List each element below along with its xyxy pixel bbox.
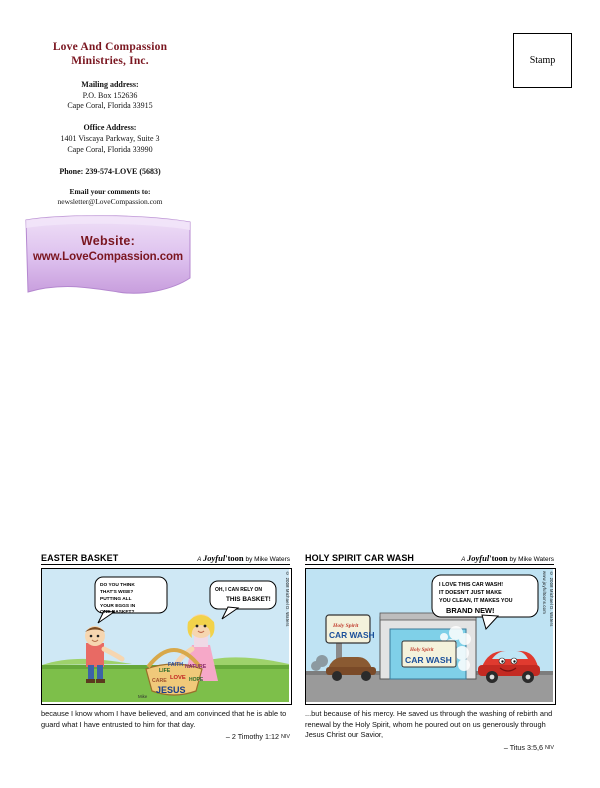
svg-text:JESUS: JESUS (156, 685, 186, 695)
brand-toon: 'toon (225, 553, 244, 563)
svg-text:IT DOESN'T JUST MAKE: IT DOESN'T JUST MAKE (439, 590, 502, 596)
comic-artwork (41, 568, 292, 705)
comic-title: HOLY SPIRIT CAR WASH (305, 553, 415, 563)
brand-article: A (461, 557, 466, 563)
website-label: Website: (80, 234, 136, 248)
easter-basket-artwork (42, 569, 289, 702)
svg-text:THAT'S WISE?: THAT'S WISE? (100, 590, 134, 595)
mailing-address-label: Mailing address: (81, 79, 139, 89)
comic-artwork (305, 568, 556, 705)
stamp-box (513, 33, 572, 88)
svg-text:ONE BASKET?: ONE BASKET? (100, 610, 135, 615)
brand-joyful: Joyful (203, 553, 226, 563)
comic-brand (197, 553, 290, 563)
phone-number: Phone: 239-574-LOVE (5683) (59, 166, 161, 176)
svg-text:YOU CLEAN, IT MAKES YOU: YOU CLEAN, IT MAKES YOU (439, 598, 513, 604)
comic-panel-car-wash (305, 553, 554, 752)
comic-panel-easter-basket (41, 553, 290, 741)
office-address-line2: Cape Coral, Florida 33990 (67, 144, 153, 154)
scripture-version: NIV (281, 734, 290, 741)
website-banner[interactable] (22, 212, 194, 307)
svg-text:DO YOU THINK: DO YOU THINK (100, 583, 135, 588)
comic-brand (461, 553, 554, 563)
comic-header (41, 553, 290, 565)
office-address-group (35, 123, 185, 155)
mailing-address-group (35, 80, 185, 112)
copyright-notice: © 2008 Michael D. Waters (549, 571, 554, 627)
comic-title: EASTER BASKET (41, 553, 119, 563)
office-address-line1: 1401 Viscaya Parkway, Suite 3 (60, 133, 160, 143)
artist-signature: Mike (138, 694, 148, 699)
organization-name-line2: Ministries, Inc. (71, 55, 149, 68)
svg-text:THIS BASKET!: THIS BASKET! (226, 596, 271, 603)
organization-name (35, 40, 185, 69)
comic-scripture-reference (305, 743, 554, 752)
svg-text:YOUR EGGS IN: YOUR EGGS IN (100, 604, 136, 609)
comic-caption: ...but because of his mercy. He saved us through the washing of rebirth and renewal by the Holy Spirit, whom he poured out on us generously through Jesus Christ our Savior, (305, 709, 553, 740)
brand-joyful: Joyful (467, 553, 490, 563)
brand-byline: by Mike Waters (509, 556, 554, 563)
scripture-version: NIV (545, 744, 554, 751)
email-group (35, 187, 185, 208)
svg-text:I LOVE THIS CAR WASH!: I LOVE THIS CAR WASH! (439, 582, 504, 588)
scripture-ref-text: – Titus 3:5,6 (503, 742, 543, 752)
svg-text:HOPE: HOPE (189, 677, 204, 683)
stamp-label: Stamp (529, 55, 556, 66)
scripture-ref-text: – 2 Timothy 1:12 (225, 732, 279, 742)
svg-text:PUTTING ALL: PUTTING ALL (100, 597, 132, 602)
organization-name-line1: Love And Compassion (52, 41, 168, 53)
office-address-label: Office Address: (83, 123, 137, 133)
svg-text:LOVE: LOVE (170, 675, 186, 681)
svg-text:FAITH: FAITH (168, 662, 183, 668)
svg-text:CAR WASH: CAR WASH (405, 655, 452, 665)
mailing-address-line2: Cape Coral, Florida 33915 (67, 101, 153, 111)
svg-text:Holy Spirit: Holy Spirit (333, 623, 359, 629)
car-wash-building (380, 613, 476, 679)
brand-article: A (197, 557, 202, 563)
svg-text:Holy Spirit: Holy Spirit (410, 647, 434, 653)
website-url[interactable]: www.LoveCompassion.com (32, 251, 184, 263)
website-credit: www.joyfultoons.com (542, 571, 547, 614)
brand-byline: by Mike Waters (245, 556, 290, 563)
svg-text:BRAND NEW!: BRAND NEW! (446, 606, 495, 615)
svg-text:CAR WASH: CAR WASH (329, 630, 375, 640)
website-banner-text (22, 234, 194, 263)
comic-scripture-reference (41, 732, 290, 741)
comic-header (305, 553, 554, 565)
brand-toon: 'toon (489, 553, 508, 563)
svg-text:CARE: CARE (152, 678, 167, 684)
email-label: Email your comments to: (69, 186, 151, 196)
svg-text:NATURE: NATURE (185, 664, 207, 670)
svg-text:OH, I CAN RELY ON: OH, I CAN RELY ON (215, 587, 262, 593)
car-wash-artwork (306, 569, 553, 702)
email-address[interactable]: newsletter@LoveCompassion.com (57, 197, 163, 207)
mailing-address-line1: P.O. Box 152636 (82, 90, 138, 100)
return-address-block (35, 40, 185, 208)
copyright-notice: © 2008 Michael D. Waters (285, 571, 290, 627)
svg-text:LIFE: LIFE (159, 668, 171, 674)
comic-caption: because I know whom I have believed, and am convinced that he is able to guard what I have entrusted to him for that day. (41, 709, 287, 729)
